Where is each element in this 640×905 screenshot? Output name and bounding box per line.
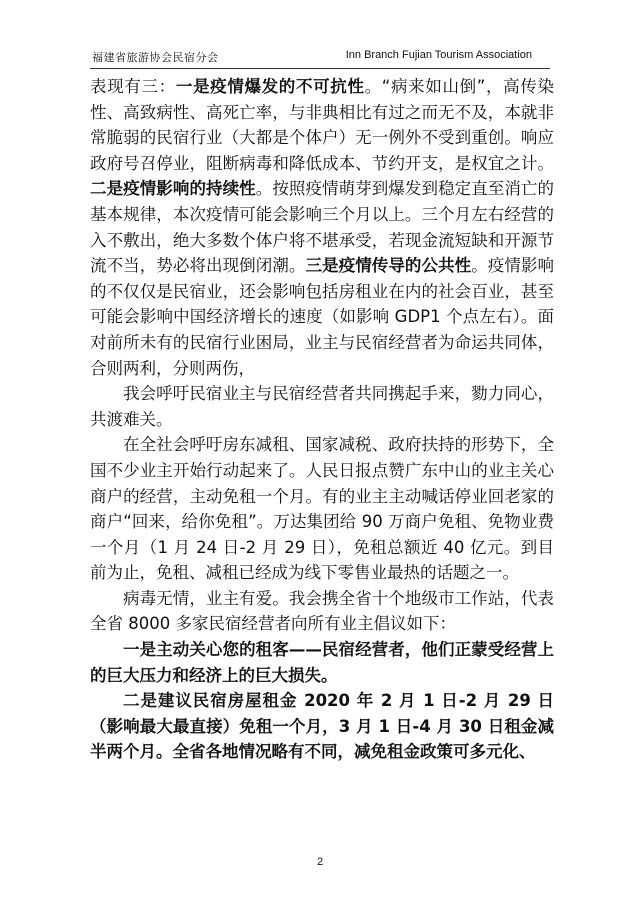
bold-text-run: 一是疫情爆发的不可抗性 bbox=[175, 77, 365, 96]
body-paragraph bbox=[90, 74, 554, 381]
text-run: 病毒无情，业主有爱。我会携全省十个地级市工作站，代表全省 8000 多家民宿经营者向所有业主倡议如下： bbox=[90, 588, 554, 634]
body-paragraph bbox=[90, 637, 554, 688]
document-body bbox=[90, 74, 554, 765]
text-run: 表现有三： bbox=[90, 77, 176, 96]
page-number: 2 bbox=[316, 856, 324, 868]
bold-text-run: 二是建议民宿房屋租金 2020 年 2 月 1 日-2 月 29 日（影响最大最直接）免租一个月，3 月 1 日-4 月 30 日租金减半两个月。全省各地情况略有不同，减免租金政策可多元化、 bbox=[90, 691, 554, 762]
body-paragraph bbox=[90, 381, 554, 432]
header-association-name-en: Inn Branch Fujian Tourism Association bbox=[345, 49, 532, 61]
text-run: 。“病来如山倒”，高传染性、高致病性、高死亡率，与非典相比有过之而无不及，本就非常脆弱的民宿行业（大都是个体户）无一例外不受到重创。响应政府号召停业，阻断病毒和降低成本、节约开支，是权宜之计。 bbox=[90, 77, 555, 173]
bold-text-run: 二是疫情影响的持续性 bbox=[90, 179, 256, 199]
text-run: 。按照疫情萌芽到爆发到稳定直至消亡的基本规律，本次疫情可能会影响三个月以上。三个月左右经营的入不敷出，绝大多数个体户将不堪承受，若现金流短缺和开源节流不当，势必将出现倒闭潮。 bbox=[90, 179, 555, 276]
body-paragraph bbox=[90, 688, 554, 765]
bold-text-run: 三是疫情传导的公共性 bbox=[305, 256, 472, 276]
body-paragraph bbox=[90, 586, 554, 637]
text-run: 。疫情影响的不仅仅是民宿业，还会影响包括房租业在内的社会百业，甚至可能会影响中国经济增长的速度（如影响 GDP1 个点左右）。面对前所未有的民宿行业困局，业主与民宿经营者为命运共同体，合则两利，分则两伤， bbox=[90, 256, 555, 378]
bold-text-run: 一是主动关心您的租客——民宿经营者，他们正蒙受经营上的巨大压力和经济上的巨大损失。 bbox=[90, 640, 554, 685]
header-association-name-cn: 福建省旅游协会民宿分会 bbox=[92, 51, 219, 64]
text-run: 在全社会呼吁房东减租、国家减税、政府扶持的形势下，全国不少业主开始行动起来了。人民日报点赞广东中山的业主关心商户的经营，主动免租一个月。有的业主主动喊话停业回老家的商户“回来，给你免租”。万达集团给 90 万商户免租、免物业费一个月（1 月 24 日-2 月 29 日），免租总额近 40 亿元。到目前为止，免租、减租已经成为线下零售业最热的话题之一。 bbox=[90, 435, 554, 583]
text-run: 我会呼吁民宿业主与民宿经营者共同携起手来，勠力同心，共渡难关。 bbox=[90, 384, 554, 429]
header-divider bbox=[90, 68, 550, 69]
body-paragraph bbox=[90, 432, 554, 586]
